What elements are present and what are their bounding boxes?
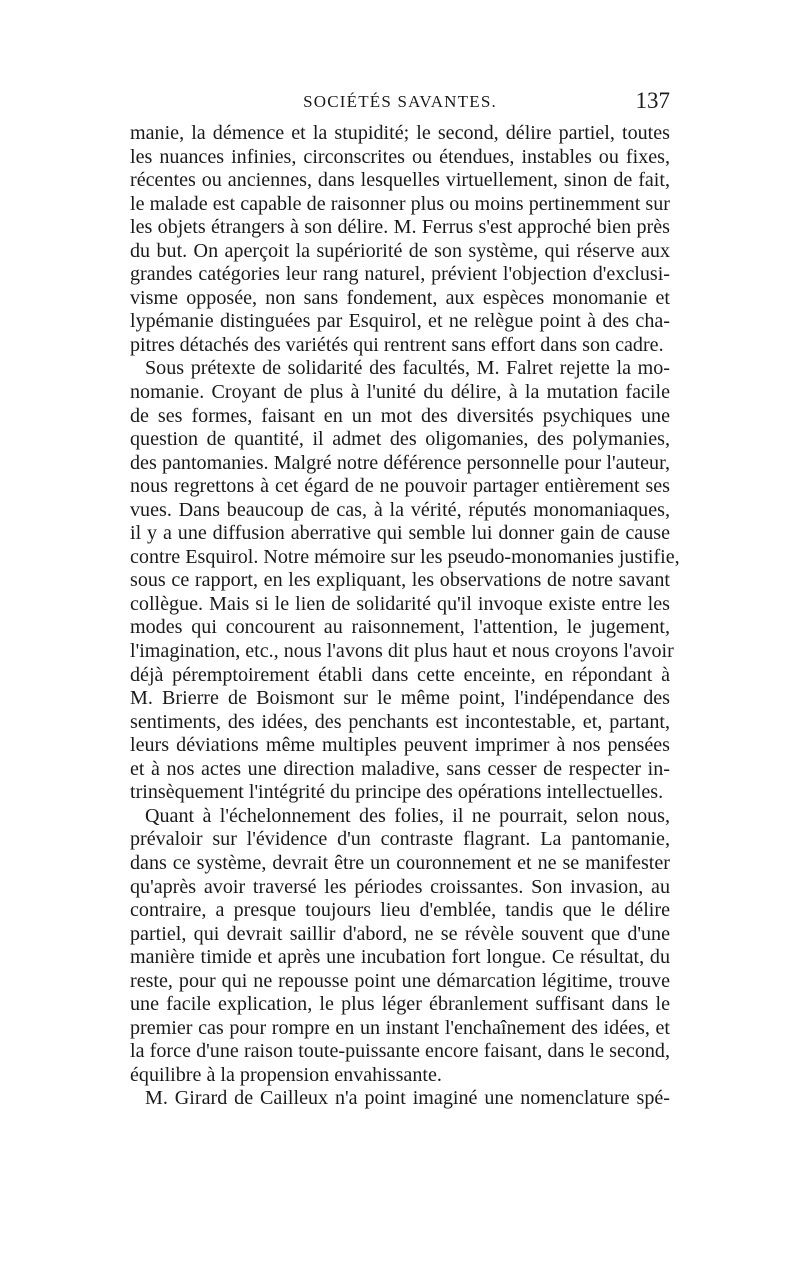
text-line: Quant à l'échelonnement des folies, il ne pourrait, selon nous, bbox=[145, 804, 670, 827]
text-line: partiel, qui devrait saillir d'abord, ne se révèle souvent que d'une bbox=[130, 922, 670, 945]
text-line: des pantomanies. Malgré notre déférence personnelle pour l'auteur, bbox=[130, 451, 670, 474]
text-line: du but. On aperçoit la supériorité de son système, qui réserve aux bbox=[130, 239, 670, 262]
text-line: l'imagination, etc., nous l'avons dit plus haut et nous croyons l'avoir bbox=[130, 640, 674, 663]
text-line: collègue. Mais si le lien de solidarité qu'il invoque existe entre les bbox=[130, 592, 670, 615]
text-line: vues. Dans beaucoup de cas, à la vérité, réputés monomaniaques, bbox=[130, 498, 670, 521]
text-line: sentiments, des idées, des penchants est incontestable, et, partant, bbox=[130, 710, 670, 733]
text-line: question de quantité, il admet des oligomanies, des polymanies, bbox=[130, 428, 670, 451]
text-line: prévaloir sur l'évidence d'un contraste flagrant. La pantomanie, bbox=[130, 828, 670, 851]
text-line: contraire, a presque toujours lieu d'emblée, tandis que le délire bbox=[130, 899, 670, 922]
text-line: la force d'une raison toute-puissante encore faisant, dans le second, bbox=[130, 1040, 670, 1063]
text-line: contre Esquirol. Notre mémoire sur les pseudo-monomanies justifie, bbox=[130, 545, 680, 568]
text-line: modes qui concourent au raisonnement, l'attention, le jugement, bbox=[130, 616, 670, 639]
text-line: nomanie. Croyant de plus à l'unité du délire, à la mutation facile bbox=[130, 381, 670, 404]
text-line: récentes ou anciennes, dans lesquelles virtuellement, sinon de fait, bbox=[130, 169, 670, 192]
page-header bbox=[130, 88, 670, 122]
text-line: sous ce rapport, en les expliquant, les observations de notre savant bbox=[130, 569, 670, 592]
text-line: il y a une diffusion aberrative qui semble lui donner gain de cause bbox=[130, 522, 670, 545]
running-head: SOCIÉTÉS SAVANTES. bbox=[303, 92, 497, 111]
text-line: de ses formes, faisant en un mot des diversités psychiques une bbox=[130, 404, 670, 427]
text-line: déjà péremptoirement établi dans cette enceinte, en répondant à bbox=[130, 663, 670, 686]
page-number: 137 bbox=[635, 88, 670, 113]
text-line: pitres détachés des variétés qui rentrent sans effort dans son cadre. bbox=[130, 333, 664, 356]
text-line: le malade est capable de raisonner plus ou moins pertinemment sur bbox=[130, 192, 670, 215]
text-line: trinsèquement l'intégrité du principe des opérations intellectuelles. bbox=[130, 781, 664, 804]
text-line: reste, pour qui ne repousse point une démarcation légitime, trouve bbox=[130, 969, 670, 992]
text-line: Sous prétexte de solidarité des facultés, M. Falret rejette la mo- bbox=[145, 357, 670, 380]
text-line: leurs déviations même multiples peuvent imprimer à nos pensées bbox=[130, 734, 670, 757]
text-line: premier cas pour rompre en un instant l'enchaînement des idées, et bbox=[130, 1016, 670, 1039]
text-line: M. Girard de Cailleux n'a point imaginé une nomenclature spé- bbox=[145, 1087, 670, 1110]
text-line: lypémanie distinguées par Esquirol, et ne relègue point à des cha- bbox=[130, 310, 670, 333]
text-line: dans ce système, devrait être un couronnement et ne se manifester bbox=[130, 851, 670, 874]
body-text bbox=[130, 122, 680, 1111]
text-line: équilibre à la propension envahissante. bbox=[130, 1063, 442, 1086]
text-line: M. Brierre de Boismont sur le même point, l'indépendance des bbox=[130, 687, 670, 710]
text-line: nous regrettons à cet égard de ne pouvoir partager entièrement ses bbox=[130, 475, 670, 498]
text-line: manie, la démence et la stupidité; le second, délire partiel, toutes bbox=[130, 122, 670, 144]
text-line: les nuances infinies, circonscrites ou étendues, instables ou fixes, bbox=[130, 145, 670, 168]
text-line: une facile explication, le plus léger ébranlement suffisant dans le bbox=[130, 993, 670, 1016]
text-line: grandes catégories leur rang naturel, prévient l'objection d'exclusi- bbox=[130, 263, 670, 286]
text-line: qu'après avoir traversé les périodes croissantes. Son invasion, au bbox=[130, 875, 670, 898]
text-line: et à nos actes une direction maladive, sans cesser de respecter in- bbox=[130, 757, 670, 780]
text-line: manière timide et après une incubation fort longue. Ce résultat, du bbox=[130, 946, 670, 969]
text-line: les objets étrangers à son délire. M. Ferrus s'est approché bien près bbox=[130, 216, 670, 239]
text-line: visme opposée, non sans fondement, aux espèces monomanie et bbox=[130, 286, 670, 309]
